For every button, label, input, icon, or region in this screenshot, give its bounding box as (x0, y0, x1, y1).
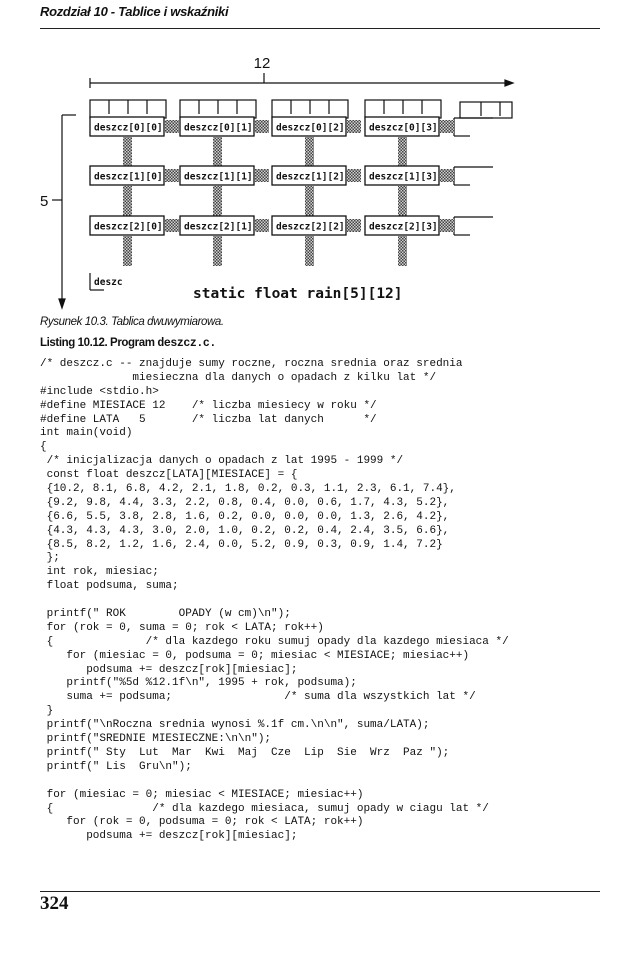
page-number: 324 (40, 893, 69, 914)
code-line: suma += podsuma; /* suma dla wszystkich lat */ (40, 691, 476, 704)
array-cell-label: deszcz[2][0] (94, 221, 163, 233)
hatched-connector (255, 219, 269, 232)
code-line: } (40, 705, 54, 718)
code-line: {8.5, 8.2, 1.2, 1.6, 2.4, 0.0, 5.2, 0.9, 0.3, 0.9, 1.4, 7.2} (40, 538, 443, 551)
array-cell-label: deszcz[2][1] (184, 221, 253, 233)
code-line: printf("%5d %12.1f\n", 1995 + rok, podsuma); (40, 677, 357, 690)
column-post (305, 186, 314, 216)
hatched-connector (440, 219, 454, 232)
column-post (213, 236, 222, 266)
hatched-connector (165, 219, 179, 232)
code-line: for (miesiac = 0; miesiac < MIESIACE; miesiac++) (40, 788, 364, 801)
column-post (305, 137, 314, 167)
array-cell-label: deszcz[2][2] (276, 221, 345, 233)
code-line: { /* dla kazdego miesiaca, sumuj opady w ciagu lat */ (40, 802, 489, 815)
code-line: {10.2, 8.1, 6.8, 4.2, 2.1, 1.8, 0.2, 0.3, 1.1, 2.3, 6.1, 7.4}, (40, 483, 456, 496)
code-line: #define MIESIACE 12 /* liczba miesiecy w roku */ (40, 399, 377, 412)
code-line: miesieczna dla danych o opadach z kilku lat */ (40, 371, 437, 384)
code-line: printf(" Sty Lut Mar Kwi Maj Cze Lip Sie Wrz Paz "); (40, 746, 450, 759)
code-line: for (rok = 0, podsuma = 0; rok < LATA; rok++) (40, 816, 364, 829)
listing-label: Listing 10.12. Program (40, 337, 158, 349)
code-line: printf(" ROK OPADY (w cm)\n"); (40, 608, 291, 621)
code-line (40, 594, 509, 608)
column-post (398, 137, 407, 167)
array-cell-label: deszcz[0][2] (276, 122, 345, 134)
code-line: for (rok = 0, suma = 0; rok < LATA; rok++) (40, 621, 324, 634)
code-line: int rok, miesiac; (40, 566, 159, 579)
array-figure (0, 40, 639, 315)
hatched-connector (440, 120, 454, 133)
column-post (305, 236, 314, 266)
figure-cells (90, 117, 454, 266)
array-cell-label: deszcz[1][1] (184, 171, 253, 183)
array-cell-label: deszcz[1][2] (276, 171, 345, 183)
array-cell-label: deszcz[0][0] (94, 122, 163, 134)
figure-caption: Rysunek 10.3. Tablica dwuwymiarowa. (40, 316, 224, 328)
column-post (123, 137, 132, 167)
code-line: { /* dla kazdego roku sumuj opady dla kazdego miesiaca */ (40, 635, 509, 648)
column-post (213, 137, 222, 167)
column-post (123, 236, 132, 266)
code-line: podsuma += deszcz[rok][miesiac]; (40, 663, 298, 676)
code-line: }; (40, 552, 60, 565)
hatched-connector (347, 120, 361, 133)
code-line: {4.3, 4.3, 4.3, 3.0, 2.0, 1.0, 0.2, 0.2, 0.4, 2.4, 3.5, 6.6}, (40, 524, 450, 537)
code-line: /* deszcz.c -- znajduje sumy roczne, roczna srednia oraz srednia (40, 358, 463, 370)
width-label: 12 (253, 55, 271, 72)
column-post (123, 186, 132, 216)
hatched-connector (255, 120, 269, 133)
code-line: int main(void) (40, 427, 133, 440)
code-line: printf("SREDNIE MIESIECZNE:\n\n"); (40, 733, 272, 746)
column-post (398, 236, 407, 266)
back-layer (460, 102, 512, 118)
code-listing (40, 358, 509, 844)
listing-title (40, 337, 216, 350)
code-line: float podsuma, suma; (40, 580, 179, 593)
hatched-connector (165, 120, 179, 133)
code-line: const float deszcz[LATA][MIESIACE] = { (40, 469, 298, 482)
code-line: podsuma += deszcz[rok][miesiac]; (40, 830, 298, 843)
column-post (398, 186, 407, 216)
array-cell-label: deszcz[0][1] (184, 122, 253, 134)
array-cell-label: deszcz[0][3] (369, 122, 438, 134)
hatched-connector (347, 169, 361, 182)
code-line (40, 775, 509, 789)
array-cell-label: deszcz[2][3] (369, 221, 438, 233)
hatched-connector (165, 169, 179, 182)
hatched-connector (347, 219, 361, 232)
code-line: {6.6, 5.5, 3.8, 2.8, 1.6, 0.2, 0.0, 0.0, 0.0, 1.3, 2.6, 4.2}, (40, 510, 450, 523)
origin-label: deszc (94, 277, 123, 288)
array-cell-label: deszcz[1][3] (369, 171, 438, 183)
code-line: printf("\nRoczna srednia wynosi %.1f cm.\n\n", suma/LATA); (40, 719, 430, 732)
footer-rule (40, 891, 600, 892)
width-arrowhead (505, 80, 513, 86)
hatched-connector (440, 169, 454, 182)
array-cell-label: deszcz[1][0] (94, 171, 163, 183)
code-line: for (miesiac = 0, podsuma = 0; miesiac < MIESIACE; miesiac++) (40, 649, 470, 662)
declaration: static float rain[5][12] (193, 286, 403, 302)
height-arrowhead (59, 299, 65, 308)
height-label: 5 (40, 193, 49, 210)
running-header: Rozdział 10 - Tablice i wskaźniki (40, 4, 229, 19)
code-line: printf(" Lis Gru\n"); (40, 760, 192, 773)
code-line: #include <stdio.h> (40, 385, 159, 398)
code-line: { (40, 441, 47, 454)
listing-filename: deszcz.c. (157, 337, 216, 350)
hatched-connector (255, 169, 269, 182)
code-line: {9.2, 9.8, 4.4, 3.3, 2.2, 0.8, 0.4, 0.0, 0.6, 1.7, 4.3, 5.2}, (40, 496, 450, 509)
header-rule (40, 28, 600, 29)
column-post (213, 186, 222, 216)
figure-frame (52, 73, 513, 308)
code-line: #define LATA 5 /* liczba lat danych */ (40, 413, 377, 426)
code-line: /* inicjalizacja danych o opadach z lat 1995 - 1999 */ (40, 455, 404, 468)
